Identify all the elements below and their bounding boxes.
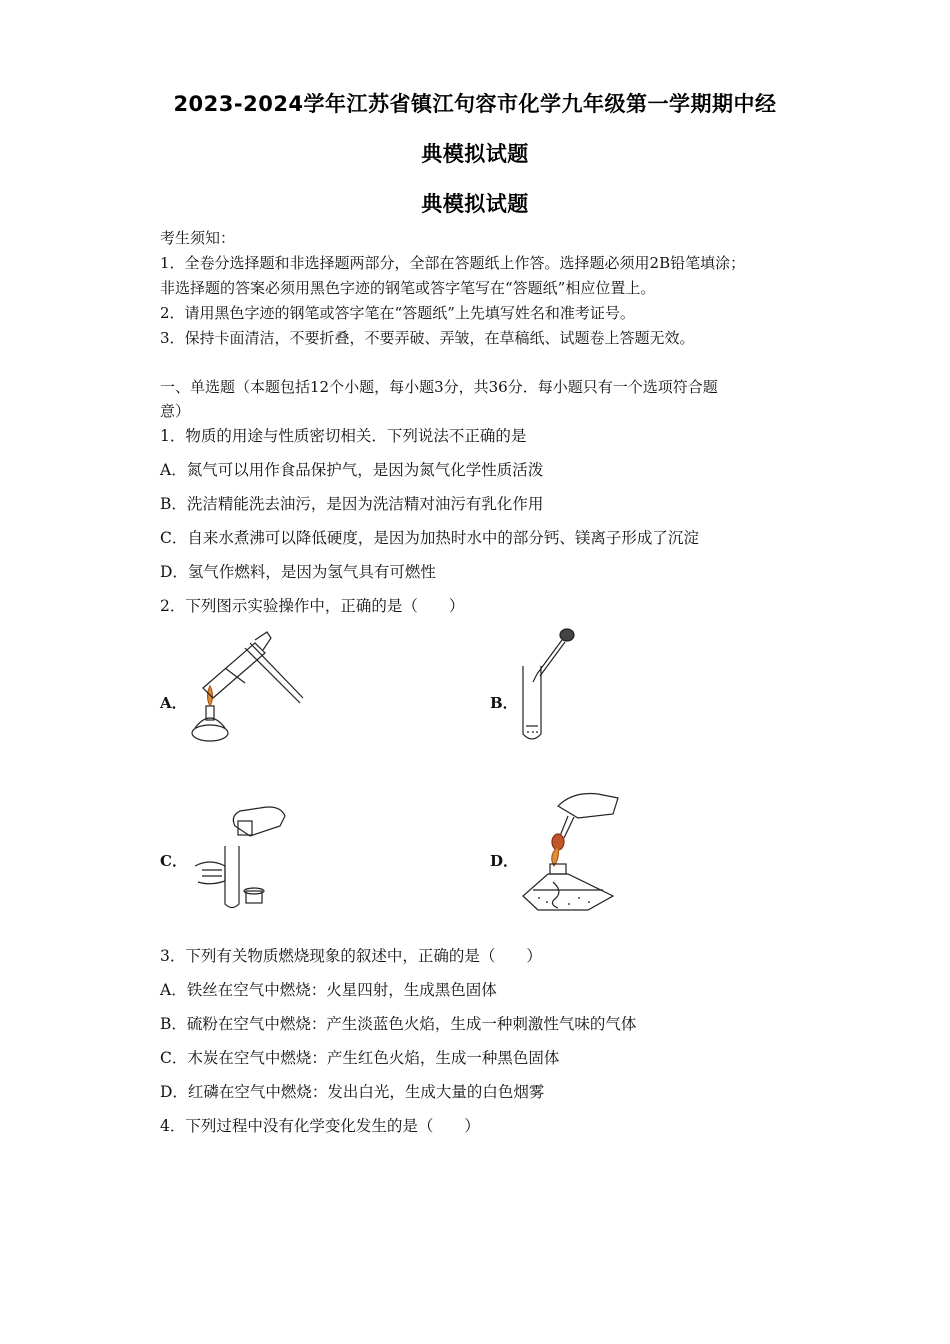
q2-stem: 2．下列图示实验操作中，正确的是（ ） — [160, 597, 465, 615]
notice-heading: 考生须知： — [160, 229, 236, 247]
q2-option-a-label: A． — [160, 694, 187, 712]
q4-stem: 4．下列过程中没有化学变化发生的是（ ） — [160, 1117, 480, 1135]
section-heading-a: 一、单选题（本题包括12个小题，每小题3分，共36分．每小题只有一个选项符合题 — [160, 378, 718, 396]
notice-item-2: 2．请用黑色字迹的钢笔或答字笔在“答题纸”上先填写姓名和准考证号。 — [160, 304, 635, 322]
notice-item-1b: 非选择题的答案必须用黑色字迹的钢笔或答字笔写在“答题纸”相应位置上。 — [160, 279, 656, 297]
q1-option-c: C．自来水煮沸可以降低硬度，是因为加热时水中的部分钙、镁离子形成了沉淀 — [160, 529, 699, 547]
notice-item-3: 3．保持卡面清洁，不要折叠，不要弄破、弄皱，在草稿纸、试题卷上答题无效。 — [160, 329, 695, 347]
q3-option-d: D．红磷在空气中燃烧：发出白光，生成大量的白色烟雾 — [160, 1083, 545, 1101]
q3-stem: 3．下列有关物质燃烧现象的叙述中，正确的是（ ） — [160, 947, 542, 965]
q1-option-a: A．氮气可以用作食品保护气，是因为氮气化学性质活泼 — [160, 461, 544, 479]
notice-item-1a: 1．全卷分选择题和非选择题两部分，全部在答题纸上作答。选择题必须用2B铅笔填涂； — [160, 254, 746, 272]
q3-option-a: A．铁丝在空气中燃烧：火星四射，生成黑色固体 — [160, 981, 497, 999]
heating-test-tube-figure — [185, 628, 310, 748]
q1-option-d: D．氢气作燃料，是因为氢气具有可燃性 — [160, 563, 436, 581]
dropper-test-tube-figure — [515, 626, 585, 746]
q1-stem: 1．物质的用途与性质密切相关．下列说法不正确的是 — [160, 427, 527, 445]
q1-option-b: B．洗洁精能洗去油污，是因为洗洁精对油污有乳化作用 — [160, 495, 544, 513]
q2-option-c-label: C． — [160, 852, 187, 870]
q2-option-b-label: B． — [490, 694, 518, 712]
alcohol-lamp-burning-figure — [518, 786, 628, 914]
q3-option-c: C．木炭在空气中燃烧：产生红色火焰，生成一种黑色固体 — [160, 1049, 560, 1067]
exam-title-line-2: 典模拟试题 — [421, 142, 529, 166]
q2-option-d-label: D． — [490, 852, 519, 870]
stopper-insertion-figure — [190, 796, 300, 914]
exam-title-line-1: 2023-2024学年江苏省镇江句容市化学九年级第一学期期中经 — [173, 92, 777, 116]
exam-title-line-3: 典模拟试题 — [421, 192, 529, 216]
q3-option-b: B．硫粉在空气中燃烧：产生淡蓝色火焰，生成一种刺激性气味的气体 — [160, 1015, 637, 1033]
section-heading-b: 意） — [160, 402, 191, 420]
